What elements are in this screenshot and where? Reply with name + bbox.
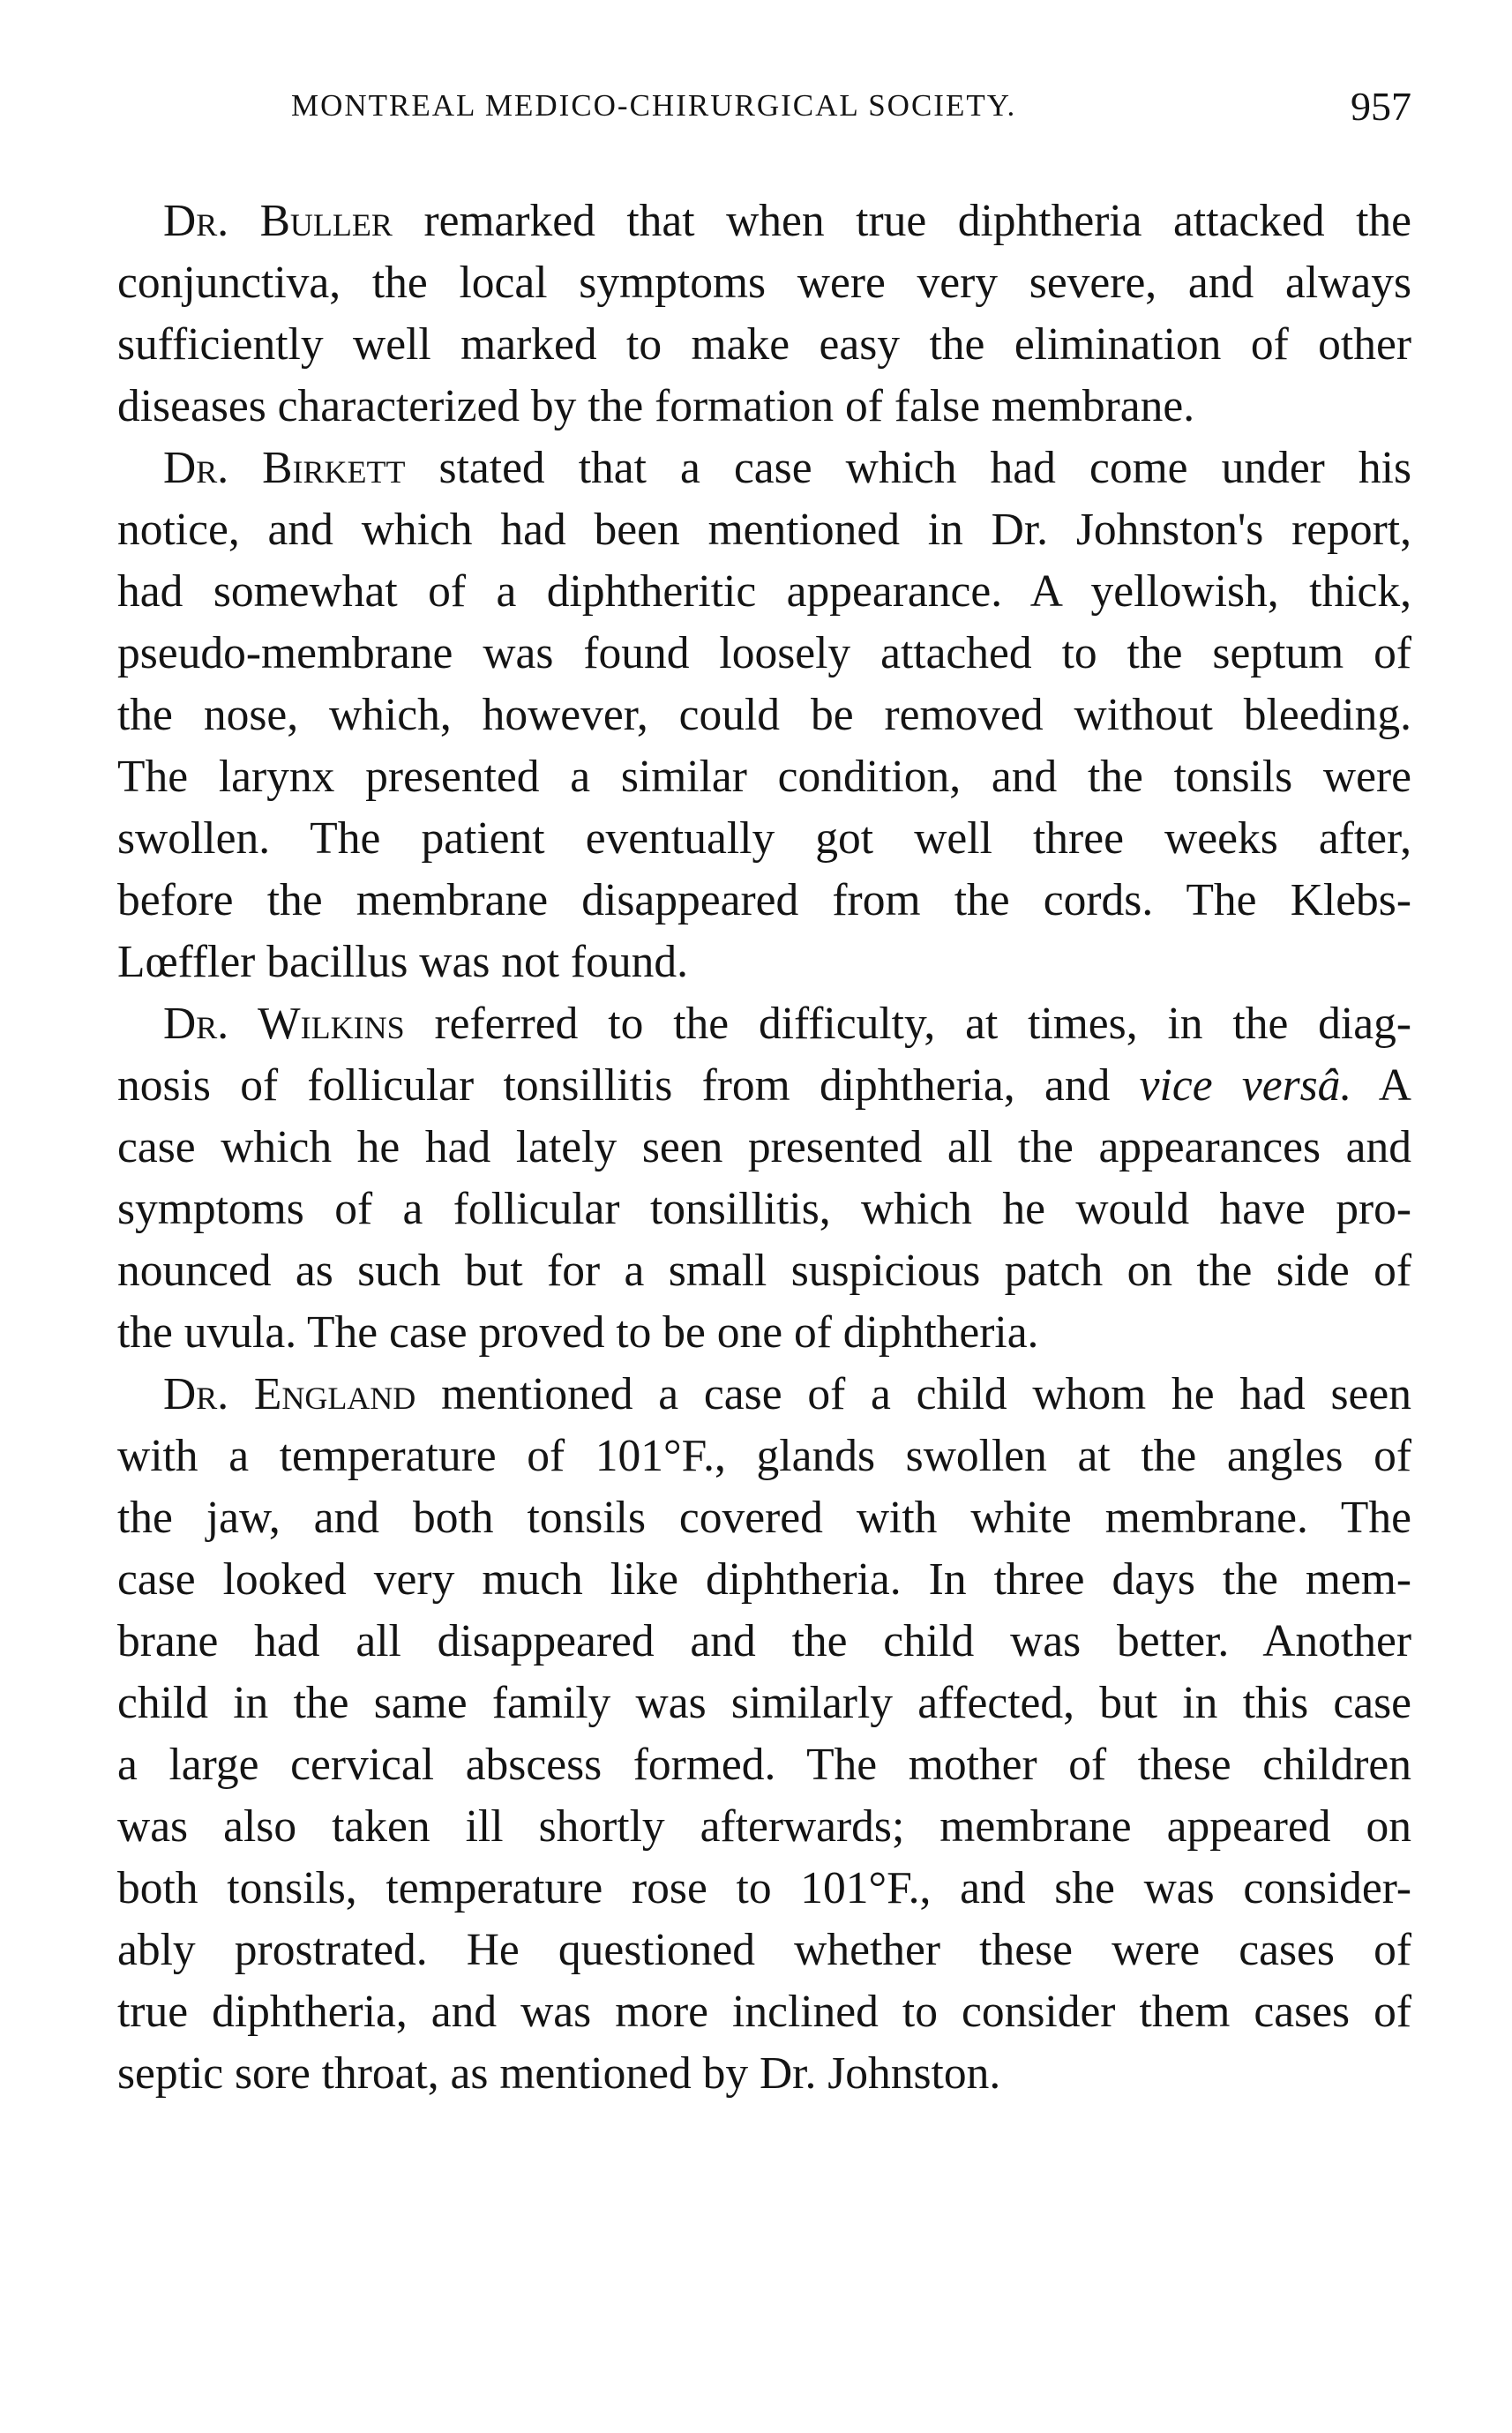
speaker-name: Dr. Buller xyxy=(163,196,393,246)
paragraph-buller-line-1 xyxy=(117,191,1411,252)
running-head xyxy=(291,84,1411,141)
text-line: nounced as such but for a small suspicious patch on the side of xyxy=(117,1246,1411,1296)
text-line: mentioned a case of a child whom he had seen xyxy=(441,1369,1412,1419)
text-line: sufficiently well marked to make easy the elimination of other xyxy=(117,319,1411,370)
text-line: child in the same family was similarly affected, but in this case xyxy=(117,1678,1411,1728)
italic-phrase: vice versâ. xyxy=(1139,1060,1352,1111)
text-line: had somewhat of a diphtheritic appearance. A yellowish, thick, xyxy=(117,566,1411,617)
text-line: the uvula. The case proved to be one of diphtheria. xyxy=(117,1307,1039,1358)
running-title: MONTREAL MEDICO-CHIRURGICAL SOCIETY. xyxy=(291,88,1017,123)
text-line: symptoms of a follicular tonsillitis, which he would have pro- xyxy=(117,1184,1411,1234)
text-line: stated that a case which had come under his xyxy=(438,443,1411,493)
text-line: ably prostrated. He questioned whether these were cases of xyxy=(117,1925,1411,1975)
text-line: notice, and which had been mentioned in Dr. Johnston's report, xyxy=(117,505,1411,555)
text-line: the nose, which, however, could be removed without bleeding. xyxy=(117,690,1411,740)
body-text xyxy=(117,191,1411,2105)
text-line: brane had all disappeared and the child was better. Another xyxy=(117,1616,1411,1666)
text-line: case which he had lately seen presented all the appearances and xyxy=(117,1122,1411,1172)
text-line: with a temperature of 101°F., glands swollen at the angles of xyxy=(117,1431,1411,1481)
text-line: case looked very much like diphtheria. In three days the mem- xyxy=(117,1554,1411,1605)
paragraph-wilkins-line-1 xyxy=(117,993,1411,1055)
text-line: the jaw, and both tonsils covered with white membrane. The xyxy=(117,1493,1411,1543)
text-line: both tonsils, temperature rose to 101°F., and she was consider- xyxy=(117,1863,1411,1913)
speaker-name: Dr. Wilkins xyxy=(163,999,405,1049)
text-line: a large cervical abscess formed. The mother of these children xyxy=(117,1740,1411,1790)
text-line: remarked that when true diphtheria attacked the xyxy=(423,196,1412,246)
speaker-name: Dr. England xyxy=(163,1369,416,1419)
text-line: before the membrane disappeared from the cords. The Klebs- xyxy=(117,875,1411,925)
text-line: nosis of follicular tonsillitis from diphtheria, and xyxy=(117,1060,1111,1111)
text-line: true diphtheria, and was more inclined to consider them cases of xyxy=(117,1987,1411,2037)
speaker-name: Dr. Birkett xyxy=(163,443,406,493)
page-number: 957 xyxy=(1351,84,1411,129)
text-line: diseases characterized by the formation of false membrane. xyxy=(117,381,1195,431)
text-line: Lœffler bacillus was not found. xyxy=(117,937,688,987)
text-line: septic sore throat, as mentioned by Dr. Johnston. xyxy=(117,2048,1001,2099)
text-line: pseudo-membrane was found loosely attached to the septum of xyxy=(117,628,1411,678)
text-line: swollen. The patient eventually got well three weeks after, xyxy=(117,813,1411,864)
text-fragment: A xyxy=(1378,1060,1411,1111)
text-line: referred to the difficulty, at times, in the diag- xyxy=(434,999,1411,1049)
paragraph-england-line-1 xyxy=(117,1364,1411,1426)
text-line: was also taken ill shortly afterwards; membrane appeared on xyxy=(117,1801,1411,1852)
text-line: conjunctiva, the local symptoms were very severe, and always xyxy=(117,258,1411,308)
paragraph-wilkins-line-2 xyxy=(117,1055,1411,1117)
text-line: The larynx presented a similar condition, and the tonsils were xyxy=(117,752,1411,802)
paragraph-birkett-line-1 xyxy=(117,438,1411,499)
